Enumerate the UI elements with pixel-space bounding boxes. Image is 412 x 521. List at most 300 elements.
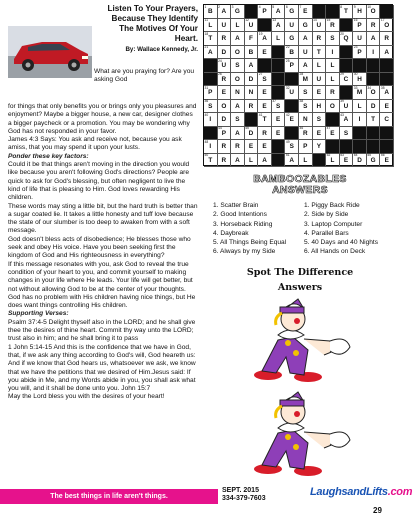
crossword-cell bbox=[231, 154, 245, 168]
paragraph: God doesn't bless acts of disobedience; He blesses those who seek and obey His voice. Have you been seeking first the kingdom of God and His righteousness in everything? bbox=[8, 235, 191, 260]
crossword-cell bbox=[313, 127, 327, 141]
clue-number: 37 bbox=[272, 99, 277, 103]
answer-letter: I bbox=[209, 116, 212, 123]
clue-number: 49 bbox=[285, 139, 290, 144]
crossword-cell bbox=[258, 100, 272, 114]
footer-info bbox=[222, 487, 266, 503]
clue-number: 9 bbox=[353, 4, 356, 9]
clue-number: 4 bbox=[258, 4, 261, 9]
crossword-black-cell bbox=[367, 59, 381, 73]
answer-letter: R bbox=[330, 21, 335, 29]
crossword-cell bbox=[340, 113, 354, 127]
crossword-cell bbox=[353, 86, 367, 100]
crossword-black-cell bbox=[272, 73, 286, 87]
crossword-cell bbox=[231, 73, 245, 87]
answer-letter: A bbox=[275, 21, 281, 29]
clue-number: 33 bbox=[353, 85, 358, 90]
answer-letter: E bbox=[275, 129, 281, 137]
answer-letter: O bbox=[234, 48, 240, 56]
list-item: 2. Good Intentions bbox=[213, 211, 267, 219]
answer-letter: S bbox=[330, 35, 335, 42]
crossword-cell bbox=[367, 100, 381, 114]
crossword-cell bbox=[204, 100, 218, 114]
crossword-cell bbox=[367, 32, 381, 46]
crossword-cell bbox=[245, 59, 259, 73]
crossword-cell bbox=[272, 5, 286, 19]
answer-letter: L bbox=[235, 21, 240, 29]
clue-number: 17 bbox=[380, 18, 385, 22]
crossword-cell bbox=[231, 46, 245, 60]
crossword-cell bbox=[353, 5, 367, 19]
crossword-cell bbox=[299, 32, 313, 46]
crossword-cell bbox=[340, 5, 354, 19]
crossword-cell bbox=[258, 113, 272, 127]
crossword-cell bbox=[313, 140, 327, 154]
logo-text: LaughsandLifts bbox=[310, 486, 388, 498]
crossword-cell bbox=[231, 86, 245, 100]
answer-letter: D bbox=[221, 48, 227, 56]
list-item: 5. All Things Being Equal bbox=[213, 239, 287, 247]
crossword-black-cell bbox=[340, 86, 354, 100]
answer-letter: N bbox=[248, 89, 254, 96]
crossword-cell bbox=[231, 59, 245, 73]
answer-letter: L bbox=[276, 35, 281, 42]
answer-letter: R bbox=[302, 129, 308, 137]
clue-number: 16 bbox=[353, 18, 358, 22]
answer-letter: G bbox=[302, 21, 308, 29]
answer-letter: R bbox=[221, 75, 227, 83]
crossword-cell bbox=[313, 19, 327, 33]
article-intro: What are you praying for? Are you asking God bbox=[94, 68, 195, 84]
clown-image-1 bbox=[238, 295, 378, 390]
crossword-cell bbox=[231, 113, 245, 127]
crossword-cell bbox=[218, 154, 232, 168]
answer-letter: I bbox=[331, 48, 334, 56]
clue-number: 42 bbox=[285, 112, 290, 117]
crossword-black-cell bbox=[326, 140, 340, 154]
answer-letter: G bbox=[289, 35, 295, 42]
crossword-black-cell bbox=[380, 5, 394, 19]
answer-letter: P bbox=[289, 62, 294, 69]
answer-letter: G bbox=[234, 8, 240, 15]
crossword-cell bbox=[353, 19, 367, 33]
crossword-black-cell bbox=[367, 127, 381, 141]
crossword-cell bbox=[245, 100, 259, 114]
answer-letter: R bbox=[248, 102, 254, 110]
crossword-cell bbox=[353, 100, 367, 114]
clue-number: 31 bbox=[204, 85, 209, 90]
answer-letter: N bbox=[302, 116, 308, 123]
spot-title-line1: Spot The Difference bbox=[246, 267, 354, 278]
crossword-black-cell bbox=[326, 113, 340, 127]
list-item: 6. All Hands on Deck bbox=[304, 248, 366, 256]
answer-letter: E bbox=[221, 89, 226, 96]
crossword-black-cell bbox=[245, 5, 259, 19]
crossword-grid bbox=[203, 4, 393, 166]
crossword-black-cell bbox=[380, 59, 394, 73]
crossword-black-cell bbox=[204, 59, 218, 73]
crossword-cell bbox=[272, 127, 286, 141]
answer-letter: I bbox=[358, 116, 361, 123]
crossword-black-cell bbox=[380, 127, 394, 141]
answer-letter: E bbox=[316, 129, 321, 137]
answer-letter: L bbox=[357, 102, 362, 110]
clue-number: 43 bbox=[340, 112, 344, 117]
answer-letter: L bbox=[330, 62, 335, 69]
answer-letter: S bbox=[289, 143, 294, 150]
crossword-black-cell bbox=[204, 127, 218, 141]
crossword-black-cell bbox=[353, 59, 367, 73]
answer-letter: E bbox=[262, 48, 267, 56]
crossword-black-cell bbox=[272, 154, 286, 168]
crossword-black-cell bbox=[313, 5, 327, 19]
list-item: 5. 40 Days and 40 Nights bbox=[304, 239, 379, 247]
answer-letter: S bbox=[303, 89, 308, 96]
phone-number: 334-379-7603 bbox=[222, 495, 266, 502]
answer-letter: L bbox=[208, 21, 213, 29]
list-item: 3. Horseback Riding bbox=[213, 220, 273, 228]
crossword-cell bbox=[245, 19, 259, 33]
answer-letter: O bbox=[370, 89, 376, 96]
paragraph: Could it be that things aren't moving in the direction you would like because you aren't following God's directions? People are quick to ask for God's blessing, but often negligent to live the kind of life that is pleasing to Him. God loves rewarding His children. bbox=[8, 161, 190, 202]
crossword-cell bbox=[258, 73, 272, 87]
crossword-cell bbox=[353, 32, 367, 46]
crossword-cell bbox=[245, 154, 259, 168]
crossword-cell bbox=[313, 32, 327, 46]
clue-number: 34 bbox=[367, 85, 372, 90]
clue-number: 15 bbox=[326, 18, 331, 22]
crossword-cell bbox=[285, 5, 299, 19]
crossword-black-cell bbox=[340, 46, 354, 60]
crossword-black-cell bbox=[380, 73, 394, 87]
crossword-cell bbox=[367, 86, 381, 100]
clue-number: 6 bbox=[285, 4, 288, 9]
clue-number: 22 bbox=[285, 45, 290, 49]
answer-letter: P bbox=[303, 143, 308, 150]
crossword-black-cell bbox=[272, 140, 286, 154]
crossword-cell bbox=[218, 140, 232, 154]
paragraph: God has no problem with His children having nice things, but He does want things controlling His children. bbox=[8, 293, 196, 310]
crossword-cell bbox=[245, 46, 259, 60]
crossword-cell bbox=[258, 140, 272, 154]
answer-letter: Q bbox=[343, 35, 349, 42]
article bbox=[8, 4, 198, 401]
crossword-cell bbox=[218, 59, 232, 73]
clue-number: 27 bbox=[258, 72, 263, 76]
spot-title-line2: Answers bbox=[277, 282, 323, 293]
crossword-cell bbox=[245, 32, 259, 46]
answer-letter: S bbox=[235, 116, 240, 123]
clue-number: 40 bbox=[204, 112, 209, 117]
answer-letter: L bbox=[249, 156, 253, 164]
answer-letter: D bbox=[370, 102, 376, 110]
crossword-cell bbox=[353, 46, 367, 60]
clue-number: 35 bbox=[380, 85, 385, 90]
answer-letter: R bbox=[221, 143, 227, 150]
answer-letter: N bbox=[235, 89, 240, 96]
answer-letter: S bbox=[235, 62, 240, 69]
clue-number: 28 bbox=[299, 72, 304, 76]
crossword-cell bbox=[204, 140, 218, 154]
answer-letter: E bbox=[275, 116, 281, 123]
answer-letter: A bbox=[235, 156, 240, 164]
crossword-cell bbox=[218, 19, 232, 33]
answer-letter: S bbox=[208, 102, 213, 110]
crossword-cell bbox=[299, 140, 313, 154]
answer-letter: R bbox=[221, 35, 227, 42]
bamboozables-right-list bbox=[304, 201, 378, 257]
answer-letter: H bbox=[357, 75, 362, 83]
answer-letter: S bbox=[275, 102, 281, 110]
crossword-black-cell bbox=[272, 46, 286, 60]
crossword-black-cell bbox=[353, 140, 367, 154]
paragraph-verse: James 4:3 Says: You ask and receive not, because you ask amiss, that you may spend it upon your lusts. bbox=[8, 136, 182, 152]
answer-letter: P bbox=[208, 89, 213, 96]
answer-letter: A bbox=[221, 8, 227, 15]
clue-number: 55 bbox=[367, 153, 372, 157]
clue-number: 30 bbox=[353, 72, 358, 76]
answer-letter: D bbox=[357, 156, 362, 164]
crossword-cell bbox=[313, 46, 327, 60]
clue-number: 19 bbox=[258, 31, 263, 36]
clue-number: 38 bbox=[299, 99, 304, 103]
crossword-cell bbox=[218, 127, 232, 141]
clue-number: 26 bbox=[218, 72, 222, 76]
answer-letter: C bbox=[384, 116, 390, 123]
answer-letter: A bbox=[370, 35, 376, 42]
clue-number: 32 bbox=[285, 85, 290, 90]
clue-number: 5 bbox=[272, 4, 275, 9]
crossword-cell bbox=[245, 140, 259, 154]
answer-letter: U bbox=[302, 48, 308, 56]
bamboozables-title-line2: ANSWERS bbox=[272, 184, 328, 196]
answer-letter: E bbox=[289, 116, 294, 123]
answer-letter: O bbox=[329, 102, 335, 110]
clue-number: 10 bbox=[367, 4, 372, 9]
crossword-cell bbox=[245, 86, 259, 100]
answer-letter: D bbox=[248, 75, 254, 83]
answer-letter: H bbox=[316, 102, 322, 110]
answer-letter: E bbox=[330, 129, 335, 137]
crossword-cell bbox=[380, 100, 394, 114]
crossword-cell bbox=[285, 32, 299, 46]
crossword-cell bbox=[218, 86, 232, 100]
answer-letter: S bbox=[262, 75, 267, 83]
crossword-cell bbox=[353, 113, 367, 127]
answer-letter: O bbox=[221, 102, 227, 110]
crossword-black-cell bbox=[313, 154, 327, 168]
answer-letter: A bbox=[302, 62, 308, 69]
answer-letter: P bbox=[262, 8, 267, 15]
crossword-black-cell bbox=[272, 86, 286, 100]
answer-letter: U bbox=[316, 21, 322, 29]
crossword-cell bbox=[299, 46, 313, 60]
crossword-cell bbox=[380, 32, 394, 46]
clue-number: 8 bbox=[340, 4, 343, 9]
answer-letter: A bbox=[384, 89, 390, 96]
answer-letter: R bbox=[235, 143, 240, 150]
crossword-cell bbox=[285, 86, 299, 100]
crossword-cell bbox=[380, 86, 394, 100]
clue-number: 24 bbox=[218, 58, 222, 63]
answer-letter: E bbox=[303, 8, 308, 15]
crossword-cell bbox=[218, 73, 232, 87]
answer-letter: P bbox=[357, 48, 362, 56]
clue-number: 54 bbox=[353, 153, 358, 157]
crossword-cell bbox=[326, 154, 340, 168]
answer-letter: F bbox=[249, 35, 253, 42]
clown-image-2 bbox=[238, 385, 378, 483]
clown-figure bbox=[254, 299, 350, 382]
crossword-cell bbox=[299, 86, 313, 100]
clue-number: 1 bbox=[204, 4, 207, 9]
crossword-cell bbox=[258, 32, 272, 46]
clue-number: 44 bbox=[218, 126, 222, 130]
clue-number: 47 bbox=[326, 126, 331, 130]
crossword-cell bbox=[367, 154, 381, 168]
crossword-cell bbox=[340, 154, 354, 168]
crossword-cell bbox=[285, 140, 299, 154]
answer-letter: L bbox=[303, 156, 308, 164]
answer-letter: A bbox=[343, 116, 349, 123]
crossword-black-cell bbox=[367, 140, 381, 154]
crossword-cell bbox=[272, 100, 286, 114]
crossword-black-cell bbox=[353, 127, 367, 141]
crossword-cell bbox=[299, 19, 313, 33]
answer-letter: A bbox=[289, 156, 295, 164]
crossword-cell bbox=[299, 127, 313, 141]
crossword-black-cell bbox=[326, 4, 343, 19]
spot-difference-title bbox=[210, 265, 390, 295]
list-item: 4. Parallel Bars bbox=[304, 229, 349, 237]
answer-letter: P bbox=[221, 129, 226, 137]
list-item: 1. Piggy Back Ride bbox=[304, 202, 360, 209]
clue-number: 50 bbox=[204, 153, 209, 157]
answer-letter: U bbox=[343, 102, 349, 110]
crossword-cell bbox=[326, 100, 340, 114]
crossword-black-cell bbox=[285, 73, 299, 87]
article-body bbox=[8, 103, 198, 402]
crossword-cell bbox=[380, 46, 394, 60]
answer-letter: P bbox=[357, 21, 362, 29]
issue-date: SEPT. 2015 bbox=[222, 487, 259, 494]
crossword-black-cell bbox=[204, 73, 218, 87]
crossword-cell bbox=[299, 5, 313, 19]
bamboozables-title bbox=[210, 174, 390, 196]
answer-letter: O bbox=[234, 75, 240, 83]
answer-letter: R bbox=[330, 89, 335, 96]
bamboozables-title-line1: BAMBOOZABLES bbox=[253, 173, 347, 185]
answer-letter: O bbox=[384, 21, 390, 29]
crossword-cell bbox=[326, 46, 340, 60]
logo-suffix: .com bbox=[387, 486, 412, 498]
crossword-cell bbox=[299, 154, 313, 168]
clue-number: 52 bbox=[326, 153, 331, 157]
clue-number: 11 bbox=[204, 18, 208, 22]
crossword-cell bbox=[367, 19, 381, 33]
crossword-cell bbox=[313, 86, 327, 100]
clue-number: 12 bbox=[245, 18, 249, 22]
crossword-cell bbox=[367, 5, 381, 19]
crossword-black-cell bbox=[340, 59, 354, 73]
crossword-cell bbox=[299, 113, 313, 127]
crossword-cell bbox=[285, 154, 299, 168]
list-item: 6. Always by my Side bbox=[213, 248, 276, 256]
answer-letter: A bbox=[248, 62, 254, 69]
crossword-cell bbox=[218, 5, 232, 19]
crossword-cell bbox=[218, 32, 232, 46]
answer-letter: U bbox=[357, 35, 362, 42]
byline: By: Wallace Kennedy, Jr. bbox=[125, 46, 198, 53]
crossword-cell bbox=[218, 46, 232, 60]
crossword-black-cell bbox=[245, 113, 259, 127]
answer-letter: I bbox=[209, 143, 212, 150]
crossword-cell bbox=[340, 127, 354, 141]
answer-letter: A bbox=[262, 35, 267, 42]
answer-letter: R bbox=[370, 21, 376, 29]
crossword-cell bbox=[272, 19, 286, 33]
answer-letter: Y bbox=[316, 143, 321, 150]
site-logo[interactable] bbox=[310, 486, 412, 498]
list-item: 4. Daybreak bbox=[213, 229, 249, 237]
crossword-cell bbox=[326, 127, 340, 141]
crossword-cell bbox=[353, 73, 367, 87]
answer-letter: L bbox=[316, 62, 321, 69]
crossword-cell bbox=[367, 46, 381, 60]
crossword-cell bbox=[313, 100, 327, 114]
list-item: 3. Laptop Computer bbox=[304, 220, 363, 228]
answer-letter: A bbox=[262, 156, 267, 164]
crossword-cell bbox=[204, 32, 218, 46]
answer-letter: O bbox=[370, 8, 376, 15]
crossword-cell bbox=[380, 19, 394, 33]
answer-letter: T bbox=[344, 8, 348, 15]
answer-letter: E bbox=[262, 89, 267, 96]
crossword-black-cell bbox=[258, 59, 272, 73]
crossword-cell bbox=[285, 46, 299, 60]
answer-letter: E bbox=[384, 102, 389, 110]
answer-letter: T bbox=[208, 35, 213, 42]
crossword-cell bbox=[245, 73, 259, 87]
answer-letter: A bbox=[275, 8, 281, 15]
answer-letter: U bbox=[248, 21, 254, 29]
crossword-cell bbox=[258, 154, 272, 168]
paragraph: 1 John 5:14-15 And this is the confidence that we have in God, that, if we ask any thing according to God's will, God heareth us: And if we know that God hears us, whatsoever we ask, we know that we have the petitions that we desired of Him.Jesus said: If you abide in Me, and my Words abide in you, you shall ask what you will, and it shall be done unto you. John 15:7 bbox=[8, 343, 196, 393]
clue-number: 53 bbox=[340, 153, 344, 157]
answer-letter: L bbox=[330, 75, 335, 83]
answer-letter: S bbox=[316, 116, 321, 123]
clue-number: 46 bbox=[299, 126, 304, 130]
answer-letter: U bbox=[289, 89, 295, 96]
answer-letter: I bbox=[372, 48, 375, 56]
answer-letter: R bbox=[316, 35, 322, 42]
clue-number: 21 bbox=[204, 45, 209, 49]
crossword-cell bbox=[204, 46, 218, 60]
crossword-black-cell bbox=[258, 19, 272, 33]
crossword-cell bbox=[313, 113, 327, 127]
bamboozables-left-list bbox=[213, 201, 286, 257]
crossword-black-cell bbox=[285, 127, 299, 141]
answer-letter: E bbox=[262, 102, 267, 110]
paragraph: These words may sting a little bit, but the hard truth is better than a sugar coated lie. It takes a little honesty and tuff love because the state of our slumber is too deep to awaken from with a soft message. bbox=[8, 202, 198, 235]
clue-number: 18 bbox=[204, 31, 209, 36]
clue-number: 7 bbox=[299, 4, 302, 9]
answer-letter: T bbox=[208, 156, 213, 164]
clue-number: 14 bbox=[313, 18, 317, 22]
crossword-cell bbox=[326, 86, 340, 100]
answer-letter: A bbox=[235, 129, 240, 137]
crossword-cell bbox=[231, 5, 245, 19]
